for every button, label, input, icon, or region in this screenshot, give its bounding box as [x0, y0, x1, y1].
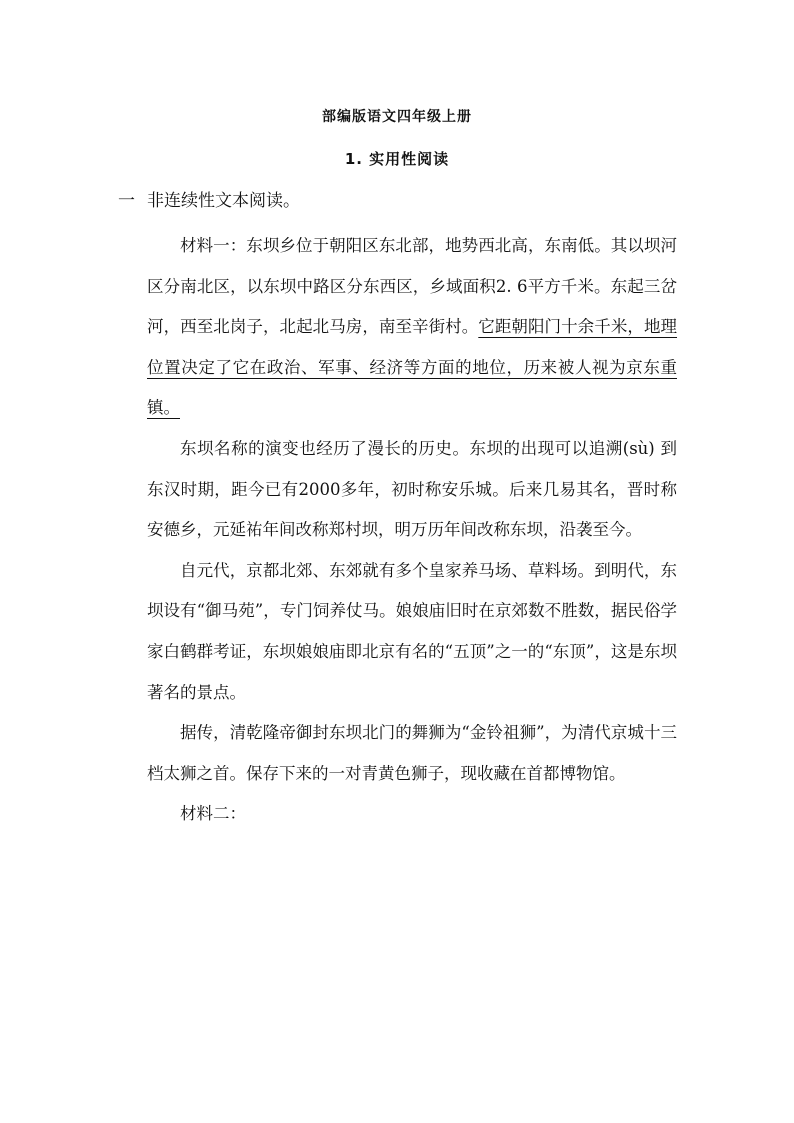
paragraph-material-two: 材料二： [180, 804, 246, 824]
underlined-sentence: 它距朝阳门十余千米，地理位置决定了它在政治、军事、经济等方面的地位，历来被人视为京东重镇。 [147, 317, 678, 418]
paragraph-text: 材料一：东坝乡位于朝阳区东北部，地势西北高，东南低。其以坝河区分南北区，以东坝中路区分东西区，乡域面积2. 6平方千米。东起三岔河，西至北岗子，北起北马房，南至辛街村。 [147, 236, 677, 337]
paragraph-yuan-dynasty: 自元代，京都北郊、东郊就有多个皇家养马场、草料场。到明代，东坝设有“御马苑”，专门饲养仗马。娘娘庙旧时在京郊数不胜数，据民俗学家白鹤群考证，东坝娘娘庙即北京有名的“五顶”之一的“东顶”，这是东坝著名的景点。 [147, 560, 677, 702]
section-number: 一 [118, 191, 135, 211]
document-title: 部编版语文四年级上册 [322, 109, 472, 125]
paragraph-material-one [147, 226, 677, 429]
paragraph-name-history: 东坝名称的演变也经历了漫长的历史。东坝的出现可以追溯(sù) 到东汉时期，距今已有2000多年，初时称安乐城。后来几易其名，晋时称安德乡，元延祐年间改称郑村坝，明万历年间改称东坝，沿袭至今。 [147, 438, 677, 540]
section-heading [118, 186, 300, 211]
article-body [147, 226, 677, 835]
document-subtitle: 1. 实用性阅读 [344, 150, 450, 168]
section-title: 非连续性文本阅读。 [147, 191, 300, 211]
paragraph-golden-bell-lion: 据传，清乾隆帝御封东坝北门的舞狮为“金铃祖狮”，为清代京城十三档太狮之首。保存下来的一对青黄色狮子，现收藏在首都博物馆。 [147, 723, 677, 783]
